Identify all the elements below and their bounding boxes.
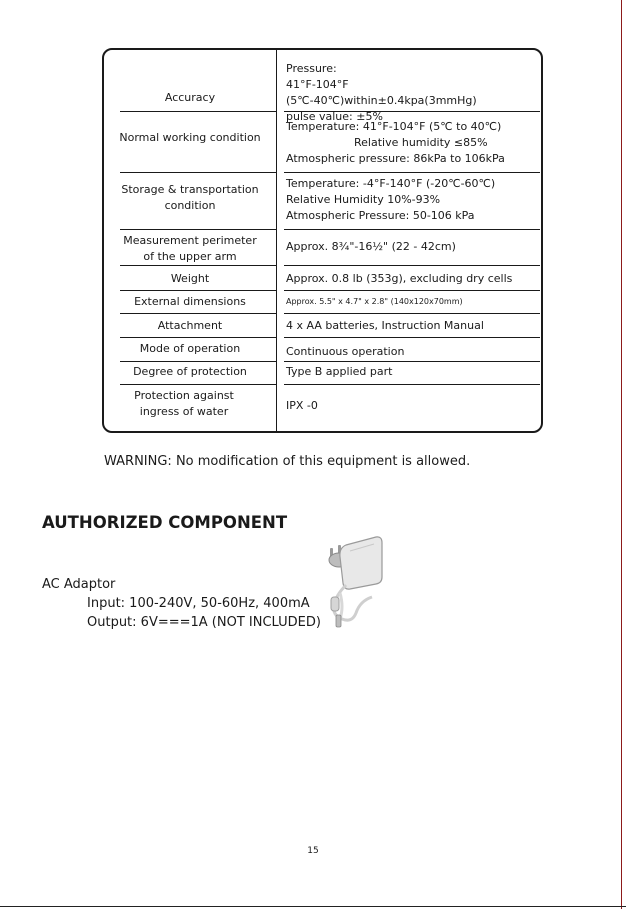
- row-divider: [120, 337, 276, 338]
- spec-label-accuracy: Accuracy: [164, 91, 216, 104]
- spec-label-line: condition: [164, 199, 216, 212]
- spec-label-ingress: [104, 388, 264, 420]
- ac-adaptor-title: AC Adaptor: [42, 577, 116, 592]
- row-divider: [120, 290, 276, 291]
- table-column-divider: [276, 50, 277, 431]
- ac-adaptor-plug-icon: [316, 535, 386, 630]
- row-divider: [284, 265, 540, 266]
- spec-label-normal-working: Normal working condition: [119, 131, 261, 144]
- spec-label-weight: Weight: [170, 272, 210, 285]
- spec-label-line: Storage & transportation: [121, 183, 259, 196]
- spec-value-line: Temperature: 41°F-104°F (5℃ to 40℃): [286, 120, 502, 133]
- row-divider: [284, 337, 540, 338]
- page-border-right: [621, 0, 622, 909]
- spec-value-weight: Approx. 0.8 lb (353g), excluding dry cells: [286, 272, 513, 285]
- row-divider: [284, 361, 540, 362]
- spec-value-line: pulse value: ±5%: [286, 110, 383, 123]
- page-number: 15: [307, 846, 319, 856]
- spec-value-perimeter: Approx. 8¾"-16½" (22 - 42cm): [286, 240, 456, 253]
- spec-value-line: Atmospheric Pressure: 50-106 kPa: [286, 209, 475, 222]
- row-divider: [284, 313, 540, 314]
- spec-label-storage: [104, 182, 276, 214]
- spec-value-storage: [286, 176, 541, 224]
- ac-adaptor-input: Input: 100-240V, 50-60Hz, 400mA: [87, 596, 310, 611]
- spec-label-line: of the upper arm: [143, 250, 237, 263]
- ac-adaptor-output: Output: 6V===1A (NOT INCLUDED): [87, 615, 321, 630]
- row-divider: [120, 111, 276, 112]
- row-divider: [284, 384, 540, 385]
- spec-value-line: 41°F-104°F (5℃-40℃)within±0.4kpa(3mmHg): [286, 78, 477, 107]
- spec-value-attachment: 4 x AA batteries, Instruction Manual: [286, 319, 484, 332]
- spec-value-line: Pressure:: [286, 62, 337, 75]
- spec-value-line: Atmospheric pressure: 86kPa to 106kPa: [286, 152, 505, 165]
- spec-value-protection-degree: Type B applied part: [286, 365, 393, 378]
- row-divider: [120, 313, 276, 314]
- spec-label-line: Measurement perimeter: [123, 234, 257, 247]
- row-divider: [120, 229, 276, 230]
- spec-value-normal-working: [286, 119, 541, 167]
- spec-label-attachment: Attachment: [157, 319, 223, 332]
- spec-label-dimensions: External dimensions: [134, 295, 246, 308]
- spec-value-mode: Continuous operation: [286, 345, 405, 358]
- row-divider: [120, 172, 276, 173]
- section-heading: AUTHORIZED COMPONENT: [42, 513, 288, 532]
- spec-value-line: Temperature: -4°F-140°F (-20℃-60℃): [286, 177, 496, 190]
- spec-value-line: Relative Humidity 10%-93%: [286, 193, 441, 206]
- spec-label-line: Protection against: [134, 389, 234, 402]
- row-divider: [284, 172, 540, 173]
- row-divider: [120, 361, 276, 362]
- spec-value-ingress: IPX -0: [286, 399, 318, 412]
- spec-label-perimeter: [104, 233, 276, 265]
- warning-text: WARNING: No modification of this equipment is allowed.: [104, 454, 471, 469]
- spec-label-protection-degree: Degree of protection: [133, 365, 247, 378]
- spec-value-line: Relative humidity ≤85%: [354, 136, 488, 149]
- row-divider: [120, 265, 276, 266]
- row-divider: [120, 384, 276, 385]
- spec-label-line: ingress of water: [139, 405, 229, 418]
- row-divider: [284, 290, 540, 291]
- spec-label-mode: Mode of operation: [139, 342, 241, 355]
- spec-value-accuracy: [286, 61, 541, 125]
- row-divider: [284, 229, 540, 230]
- page-border-bottom: [0, 906, 626, 907]
- spec-value-dimensions: Approx. 5.5" x 4.7" x 2.8" (140x120x70mm): [286, 297, 463, 306]
